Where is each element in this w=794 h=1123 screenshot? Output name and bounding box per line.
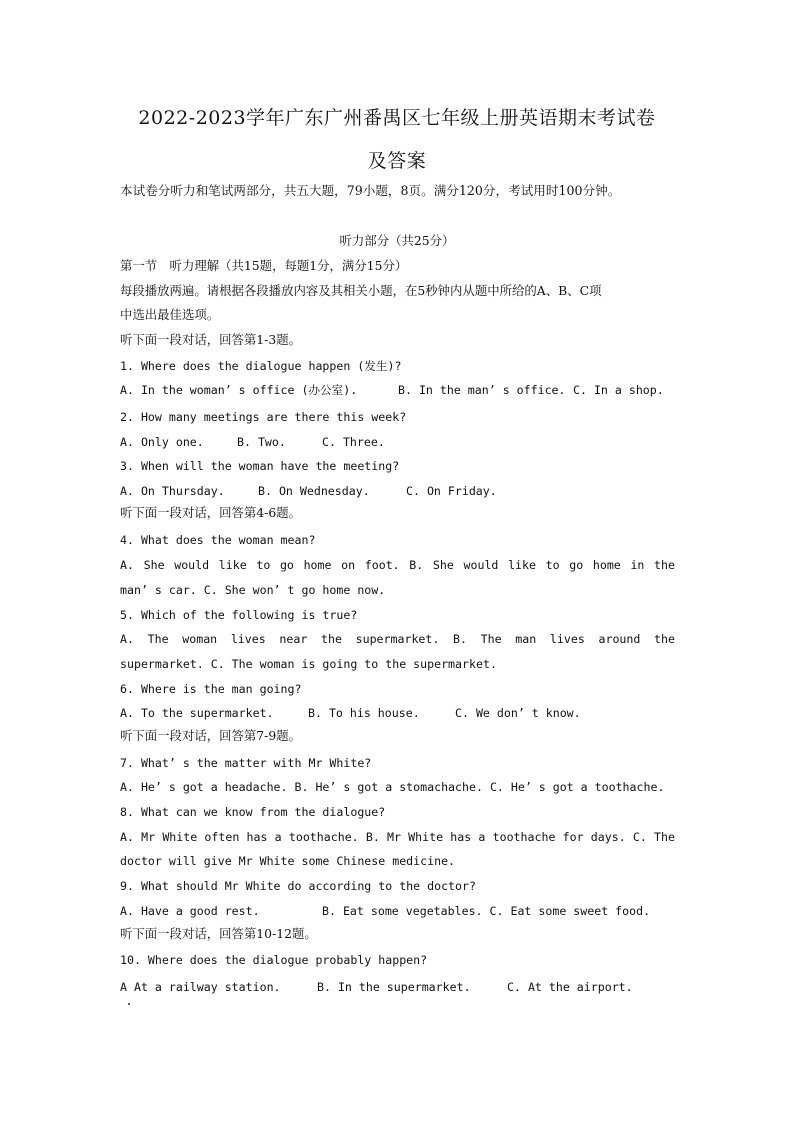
question-4: 4. What does the woman mean? xyxy=(120,533,316,547)
q3-option-a: A. On Thursday. xyxy=(120,484,225,498)
question-10: 10. Where does the dialogue probably happen? xyxy=(120,953,428,967)
question-8-options-line1: A. Mr White often has a toothache. B. Mr White has a toothache for days. C. The xyxy=(120,830,675,844)
question-7-options: A. He’ s got a headache. B. He’ s got a stomachache. C. He’ s got a toothache. xyxy=(120,780,665,794)
q3-option-c: C. On Friday. xyxy=(406,484,497,498)
question-8: 8. What can we know from the dialogue? xyxy=(120,805,386,819)
question-5-options-line2: supermarket. C. The woman is going to the supermarket. xyxy=(120,657,497,671)
group-heading-2: 听下面一段对话，回答第4-6题。 xyxy=(120,505,302,520)
q2-option-a: A. Only one. xyxy=(120,435,204,449)
q9-option-a: A. Have a good rest. xyxy=(120,904,260,918)
q9-option-bc: B. Eat some vegetables. C. Eat some sweet food. xyxy=(322,904,651,918)
question-2: 2. How many meetings are there this week? xyxy=(120,410,407,424)
section-heading-listening: 听力部分（共25分） xyxy=(339,233,455,248)
instruction-line1: 每段播放两遍。请根据各段播放内容及其相关小题，在5秒钟内从题中所给的A、B、C项 xyxy=(120,283,602,298)
question-5: 5. Which of the following is true? xyxy=(120,608,358,622)
question-9: 9. What should Mr White do according to the doctor? xyxy=(120,879,476,893)
exam-title-line1: 2022-2023学年广东广州番禺区七年级上册英语期末考试卷 xyxy=(138,107,656,129)
question-5-options-line1: A. The woman lives near the supermarket. B. The man lives around the xyxy=(120,632,675,646)
part-heading: 第一节 听力理解（共15题，每题1分，满分15分） xyxy=(120,258,408,273)
exam-intro: 本试卷分听力和笔试两部分，共五大题，79小题，8页。满分120分，考试用时100分钟。 xyxy=(120,183,621,198)
question-8-options-line2: doctor will give Mr White some Chinese medicine. xyxy=(120,854,456,868)
q1-option-c: C. In a shop. xyxy=(573,383,664,397)
q2-option-b: B. Two. xyxy=(237,435,286,449)
question-2-options xyxy=(120,433,675,451)
q10-option-a: A At a railway station. xyxy=(120,980,281,994)
group-heading-4: 听下面一段对话，回答第10-12题。 xyxy=(120,926,317,941)
group-heading-1: 听下面一段对话，回答第1-3题。 xyxy=(120,332,302,347)
question-1: 1. Where does the dialogue happen (发生)? xyxy=(120,359,402,373)
exam-title-line2: 及答案 xyxy=(367,150,427,172)
stray-mark xyxy=(128,1003,130,1005)
q6-option-b: B. To his house. xyxy=(308,706,420,720)
q1-option-a: A. In the woman’ s office (办公室). xyxy=(120,383,358,397)
question-1-options xyxy=(120,381,675,399)
question-3: 3. When will the woman have the meeting? xyxy=(120,459,400,473)
question-6: 6. Where is the man going? xyxy=(120,682,302,696)
q1-option-b: B. In the man’ s office. xyxy=(398,383,566,397)
question-10-options xyxy=(120,978,675,996)
group-heading-3: 听下面一段对话，回答第7-9题。 xyxy=(120,728,302,743)
q6-option-c: C. We don’ t know. xyxy=(455,706,581,720)
question-6-options xyxy=(120,704,675,722)
q2-option-c: C. Three. xyxy=(322,435,385,449)
instruction-line2: 中选出最佳选项。 xyxy=(120,307,220,322)
question-4-options-line1: A. She would like to go home on foot. B. She would like to go home in the xyxy=(120,558,675,572)
q10-option-b: B. In the supermarket. xyxy=(317,980,471,994)
q10-option-c: C. At the airport. xyxy=(507,980,633,994)
question-7: 7. What’ s the matter with Mr White? xyxy=(120,756,372,770)
q6-option-a: A. To the supermarket. xyxy=(120,706,274,720)
question-9-options xyxy=(120,902,675,920)
q3-option-b: B. On Wednesday. xyxy=(258,484,370,498)
question-4-options-line2: man’ s car. C. She won’ t go home now. xyxy=(120,583,386,597)
question-3-options xyxy=(120,482,675,500)
